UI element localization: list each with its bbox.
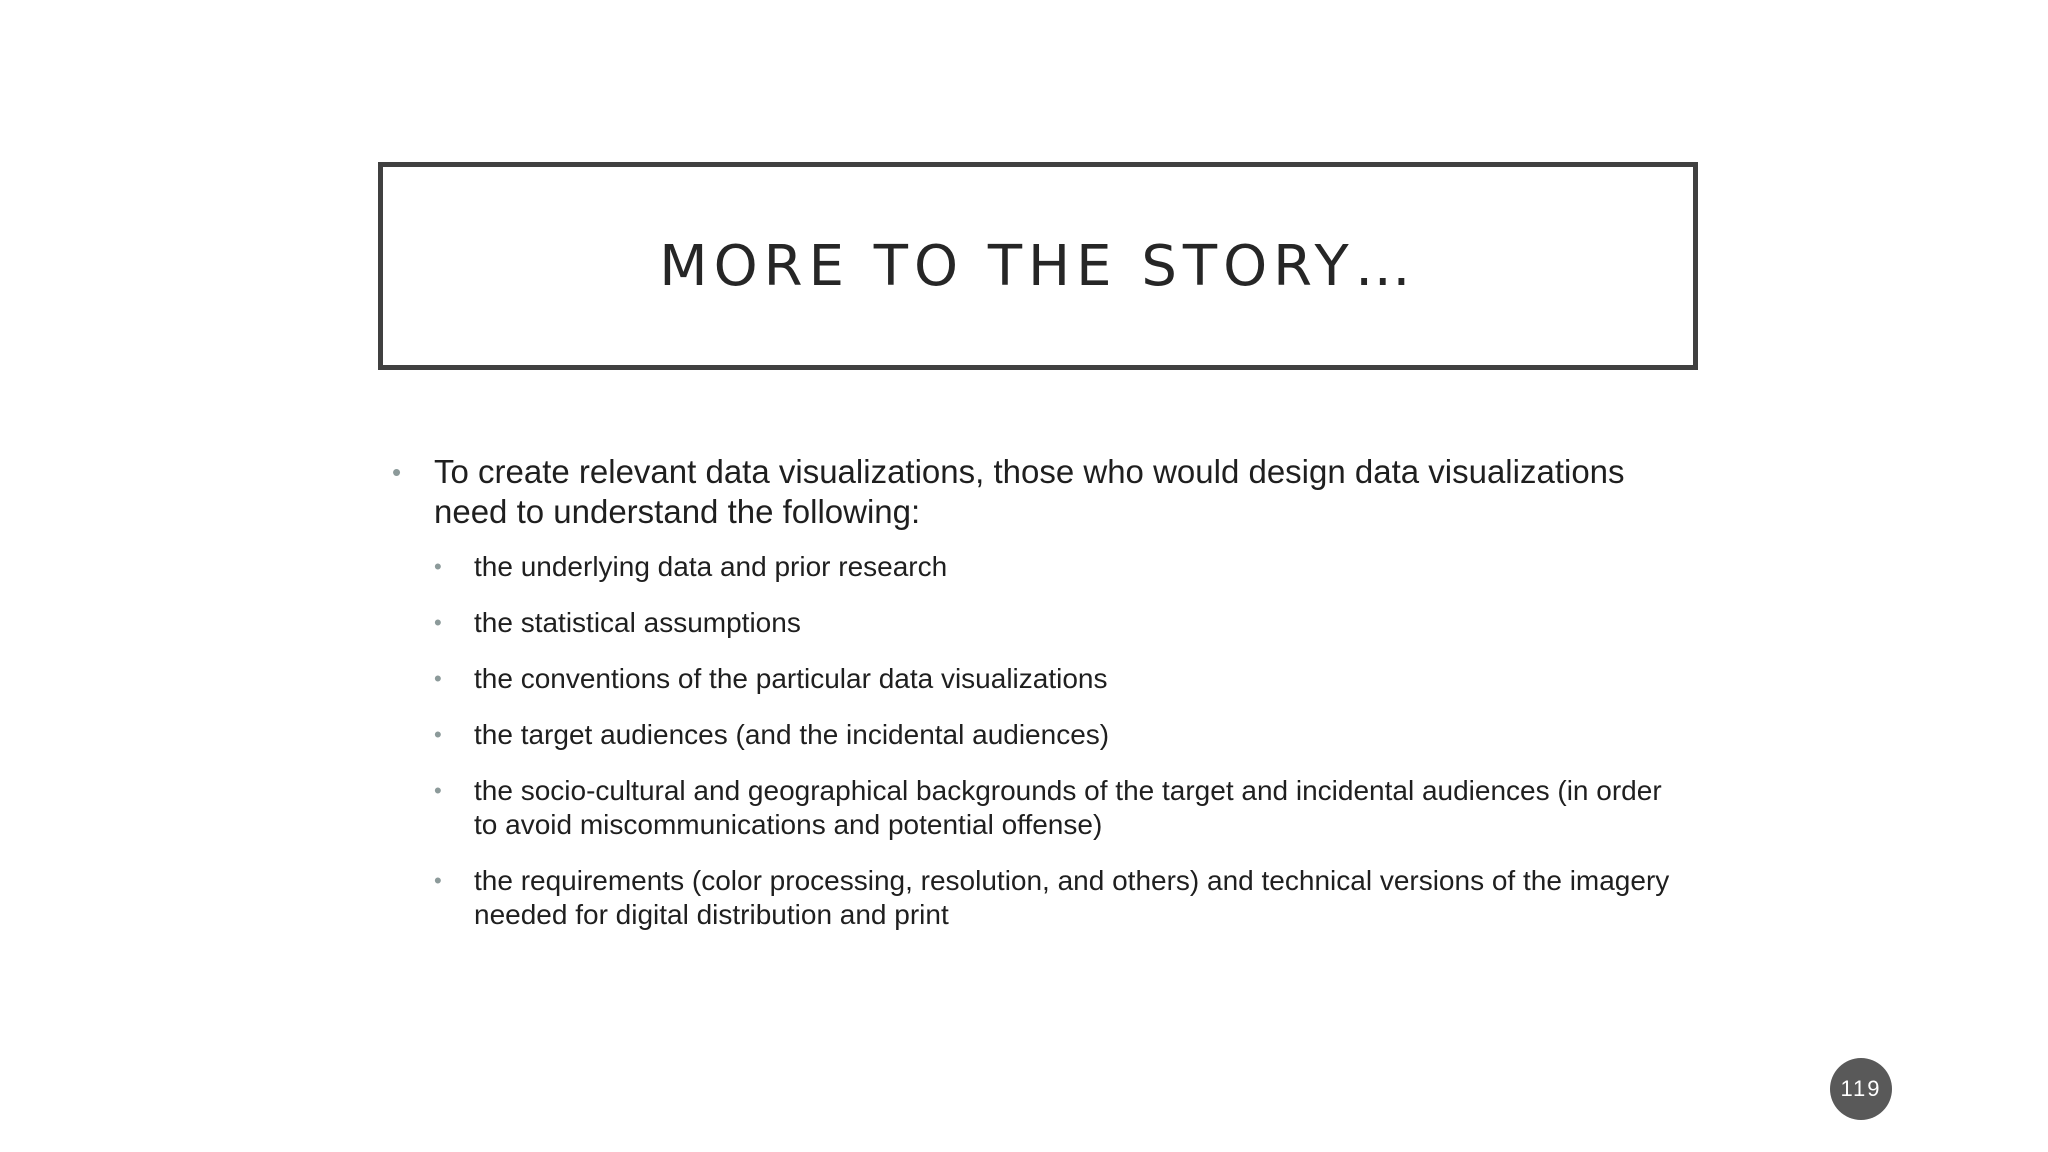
list-item — [434, 606, 1692, 640]
list-item-text: the target audiences (and the incidental audiences) — [474, 719, 1110, 750]
slide-title: MORE TO THE STORY… — [659, 233, 1417, 299]
title-box — [378, 162, 1698, 370]
list-item-text: the statistical assumptions — [474, 607, 801, 638]
list-item — [434, 550, 1692, 584]
page-number-badge: 119 — [1830, 1058, 1892, 1120]
bullet-dot-icon: • — [392, 457, 402, 487]
list-item — [434, 774, 1692, 842]
list-item-text: the requirements (color processing, resolution, and others) and technical versions of the imagery needed for digital distribution and print — [474, 865, 1670, 930]
main-bullet-text: To create relevant data visualizations, those who would design data visualizations need to understand the following: — [434, 453, 1625, 530]
content-body — [392, 452, 1692, 954]
bullet-dot-icon: • — [434, 868, 442, 893]
list-item — [434, 718, 1692, 752]
list-item — [434, 864, 1692, 932]
list-item — [434, 662, 1692, 696]
bullet-dot-icon: • — [434, 554, 442, 579]
bullet-dot-icon: • — [434, 666, 442, 691]
bullet-dot-icon: • — [434, 610, 442, 635]
bullet-dot-icon: • — [434, 722, 442, 747]
main-bullet — [392, 452, 1692, 532]
list-item-text: the underlying data and prior research — [474, 551, 948, 582]
bullet-dot-icon: • — [434, 778, 442, 803]
sub-bullet-list — [434, 550, 1692, 932]
list-item-text: the socio-cultural and geographical backgrounds of the target and incidental audiences (in order to avoid miscommunications and potential offense) — [474, 775, 1662, 840]
list-item-text: the conventions of the particular data visualizations — [474, 663, 1108, 694]
